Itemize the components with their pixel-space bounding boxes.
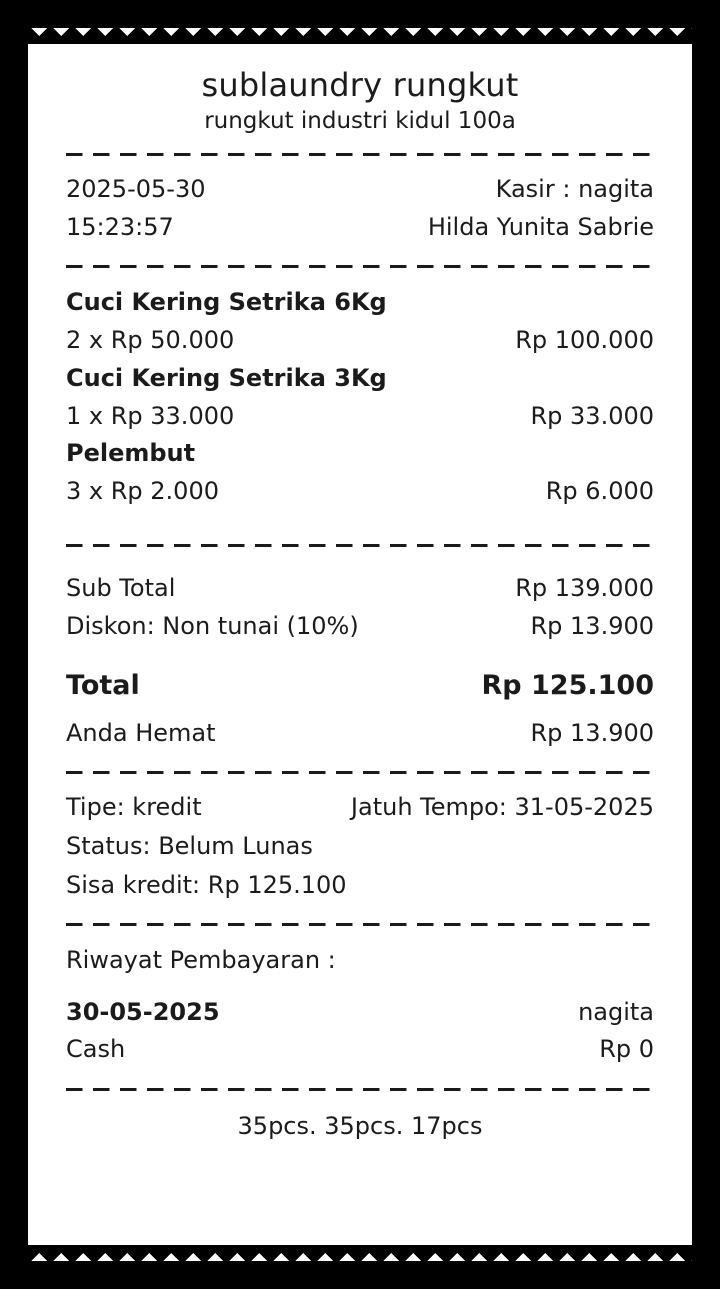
history-cashier: nagita [578,997,654,1026]
divider-4 [66,761,654,783]
item-list [66,284,654,511]
divider-3 [66,534,654,556]
list-item [66,360,654,436]
total-row [66,666,654,707]
item-qty-price: 1 x Rp 33.000 [66,401,235,430]
item-amount-row [66,398,654,436]
item-amount: Rp 100.000 [515,325,654,354]
meta-row-date [66,171,654,209]
transaction-date: 2025-05-30 [66,175,206,203]
discount-row [66,608,654,646]
receipt-container [28,28,692,1261]
item-qty-price: 3 x Rp 2.000 [66,477,219,506]
list-item [66,994,654,1070]
receipt-bottom-edge [28,1245,692,1261]
savings-row [66,715,654,753]
item-name: Cuci Kering Setrika 3Kg [66,363,387,392]
item-qty-price: 2 x Rp 50.000 [66,325,235,354]
history-header-row [66,994,654,1032]
payment-type: Tipe: kredit [66,793,202,822]
list-item [66,284,654,360]
meta-row-time [66,209,654,247]
item-amount: Rp 33.000 [530,401,654,430]
subtotal-row [66,570,654,608]
store-address: rungkut industri kidul 100a [204,108,516,134]
transaction-time: 15:23:57 [66,212,174,241]
savings-label: Anda Hemat [66,718,216,747]
savings-value: Rp 13.900 [530,718,654,747]
payment-history-list [66,994,654,1070]
item-name: Pelembut [66,439,196,468]
footer-piece-counts: 35pcs. 35pcs. 17pcs [237,1112,483,1141]
list-item [66,435,654,511]
history-amount-row [66,1031,654,1069]
receipt-top-edge [28,28,692,44]
item-amount-row [66,322,654,360]
history-amount: Rp 0 [599,1035,654,1064]
item-amount-row [66,473,654,511]
divider-1 [66,143,654,165]
payment-status: Status: Belum Lunas [66,832,313,861]
payment-due-date: Jatuh Tempo: 31-05-2025 [350,793,654,822]
history-method: Cash [66,1035,126,1064]
divider-6 [66,1078,654,1100]
customer-name: Hilda Yunita Sabrie [427,212,654,241]
store-name: sublaundry rungkut [201,66,519,104]
item-amount: Rp 6.000 [545,477,654,506]
payment-history-title: Riwayat Pembayaran : [66,946,336,975]
divider-5 [66,913,654,935]
subtotal-label: Sub Total [66,574,176,603]
divider-2 [66,256,654,278]
payment-remaining: Sisa kredit: Rp 125.100 [66,870,347,899]
total-label: Total [66,670,140,702]
receipt-paper [28,28,692,1261]
history-date: 30-05-2025 [66,997,220,1026]
payment-type-row [66,789,654,827]
discount-label: Diskon: Non tunai (10%) [66,612,359,641]
total-value: Rp 125.100 [481,670,654,702]
subtotal-value: Rp 139.000 [515,574,654,603]
discount-value: Rp 13.900 [530,612,654,641]
item-name: Cuci Kering Setrika 6Kg [66,287,387,316]
cashier-name: Kasir : nagita [495,175,654,203]
